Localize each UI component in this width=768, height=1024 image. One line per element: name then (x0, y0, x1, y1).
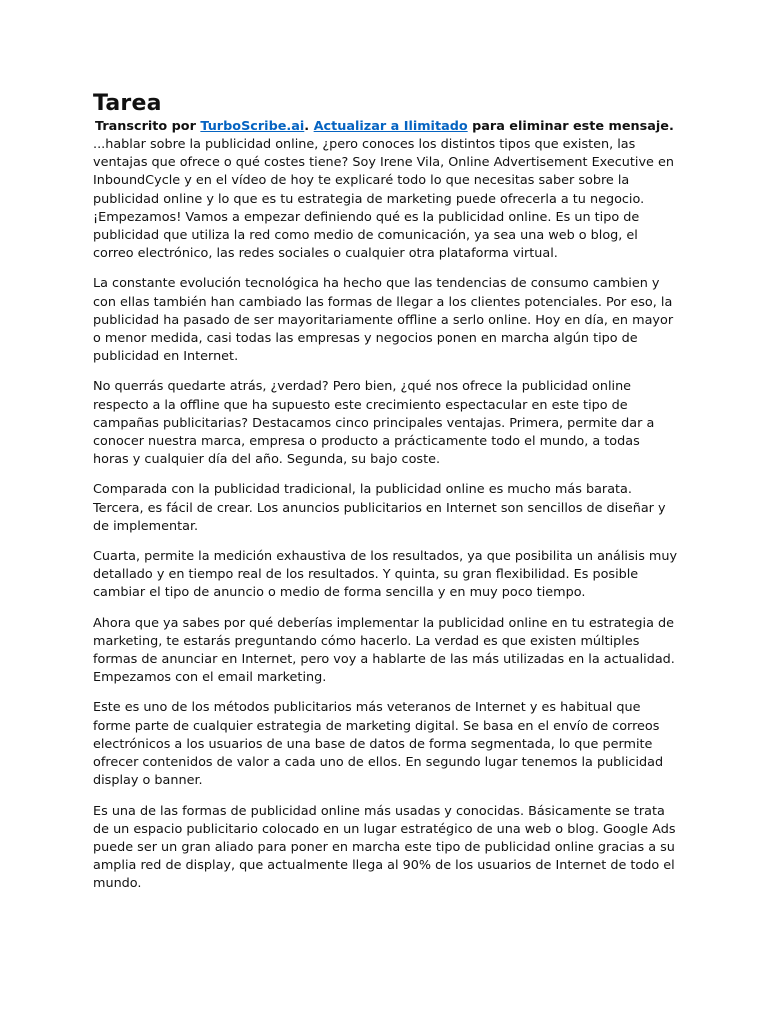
notice-suffix: para eliminar este mensaje. (467, 119, 674, 134)
notice-separator: . (304, 119, 314, 134)
paragraph: Este es uno de los métodos publicitarios más veteranos de Internet y es habitual que forme parte de cualquier estrategia de marketing digital. Se basa en el envío de correos electrónicos a los usuarios de una base de datos de forma segmentada, lo que permite ofrecer contenidos de valor a cada uno de ellos. En segundo lugar tenemos la publicidad display o banner. (93, 700, 664, 789)
transcription-notice (93, 118, 678, 136)
upgrade-unlimited-link[interactable]: Actualizar a Ilimitado (313, 119, 468, 134)
turboscribe-link[interactable]: TurboScribe.ai (200, 119, 305, 134)
paragraph: La constante evolución tecnológica ha hecho que las tendencias de consumo cambien y con ellas también han cambiado las formas de llegar a los clientes potenciales. Por eso, la publicidad ha pasado de ser mayoritariamente offline a serlo online. Hoy en día, en mayor o menor medida, casi todas las empresas y negocios ponen en marcha algún tipo de publicidad en Internet. (93, 276, 674, 365)
document-title: Tarea (93, 91, 162, 116)
paragraph: Cuarta, permite la medición exhaustiva de los resultados, ya que posibilita un análisis muy detallado y en tiempo real de los resultados. Y quinta, su gran flexibilidad. Es posible cambiar el tipo de anuncio o medio de forma sencilla y en muy poco tiempo. (93, 549, 678, 601)
document-page (93, 90, 678, 906)
paragraph: Comparada con la publicidad tradicional, la publicidad online es mucho más barata. Tercera, es fácil de crear. Los anuncios publicitarios en Internet son sencillos de diseñar y de implementar. (93, 482, 666, 534)
paragraph: ...hablar sobre la publicidad online, ¿pero conoces los distintos tipos que existen, las ventajas que ofrece o qué costes tiene? Soy Irene Vila, Online Advertisement Executive en InboundCycle y en el vídeo de hoy te explicaré todo lo que necesitas saber sobre la publicidad online y lo que es tu estrategia de marketing puede ofrecerla a tu negocio. ¡Empezamos! Vamos a empezar definiendo qué es la publicidad online. Es un tipo de publicidad que utiliza la red como medio de comunicación, ya sea una web o blog, el correo electrónico, las redes sociales o cualquier otra plataforma virtual. (93, 137, 674, 262)
paragraph: Ahora que ya sabes por qué deberías implementar la publicidad online en tu estrategia de marketing, te estarás preguntando cómo hacerlo. La verdad es que existen múltiples formas de anunciar en Internet, pero voy a hablarte de las más utilizadas en la actualidad. Empezamos con el email marketing. (93, 615, 675, 686)
paragraph: Es una de las formas de publicidad online más usadas y conocidas. Básicamente se trata de un espacio publicitario colocado en un lugar estratégico de una web o blog. Google Ads puede ser un gran aliado para poner en marcha este tipo de publicidad online gracias a su amplia red de display, que actualmente llega al 90% de los usuarios de Internet de todo el mundo. (93, 803, 676, 892)
paragraph: No querrás quedarte atrás, ¿verdad? Pero bien, ¿qué nos ofrece la publicidad online respecto a la offline que ha supuesto este crecimiento espectacular en este tipo de campañas publicitarias? Destacamos cinco principales ventajas. Primera, permite dar a conocer nuestra marca, empresa o producto a prácticamente todo el mundo, a todas horas y cualquier día del año. Segunda, su bajo coste. (93, 379, 655, 468)
notice-prefix: Transcrito por (95, 119, 201, 134)
